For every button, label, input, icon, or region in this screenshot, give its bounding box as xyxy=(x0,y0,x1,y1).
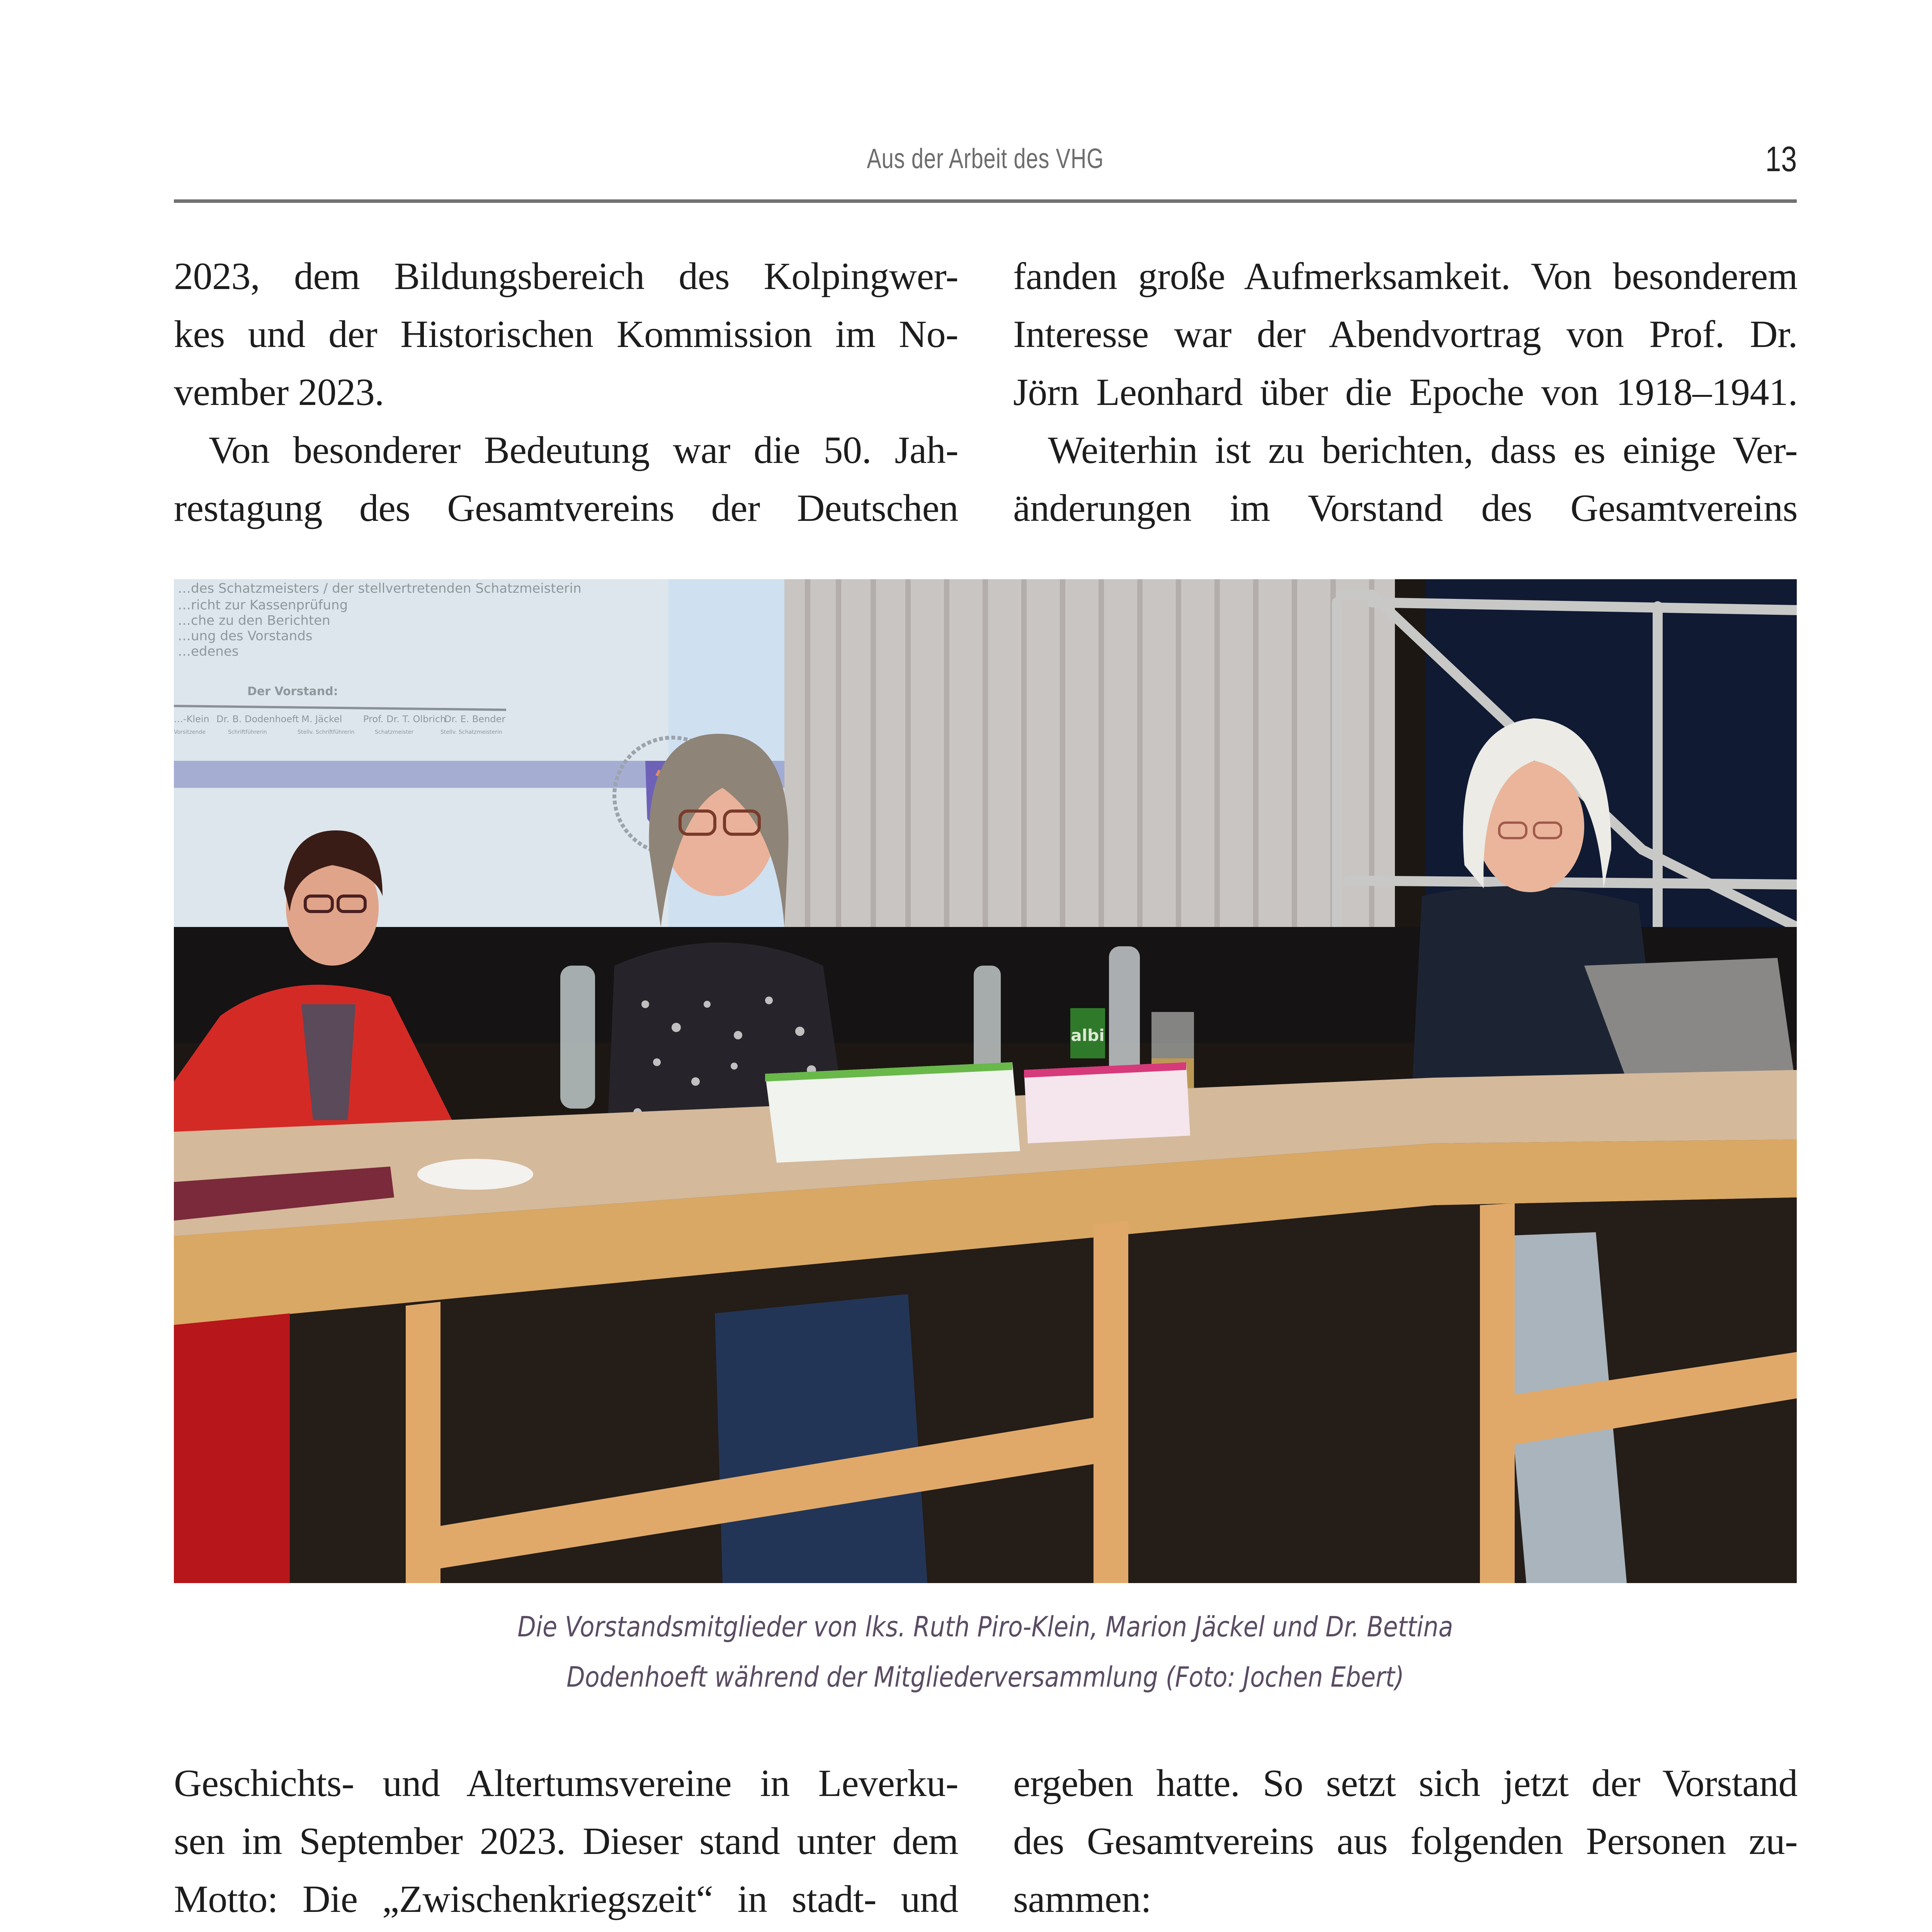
board-member-list xyxy=(1013,1928,1798,1932)
text-line: Geschichts- und Altertumsvereine in Leverku- xyxy=(174,1762,958,1804)
list-item xyxy=(1013,1928,1798,1932)
header-rule xyxy=(174,199,1797,203)
saucer xyxy=(417,1159,533,1190)
text-line: Interesse war der Abendvortrag von Prof. Dr. xyxy=(1013,313,1798,355)
text-line: Von besonderer Bedeutung war die 50. Jah- xyxy=(209,429,958,471)
page-number: 13 xyxy=(1765,139,1797,179)
photo xyxy=(174,579,1797,1583)
list-number xyxy=(1013,1928,1079,1932)
top-right-column xyxy=(1013,247,1798,537)
slide-role: Stellv. Schatzmeisterin xyxy=(440,729,502,735)
text-line: restagung des Gesamtvereins der Deutschen xyxy=(174,486,958,529)
table-apron-right xyxy=(1434,1139,1797,1205)
bottom-right-column xyxy=(1013,1754,1798,1932)
slide-role: Schatzmeister xyxy=(375,729,414,735)
slide-line: …che zu den Berichten xyxy=(178,613,330,628)
running-title: Aus der Arbeit des VHG xyxy=(867,143,1104,174)
text-line: kes und der Historischen Kommission im No- xyxy=(174,313,958,355)
running-head xyxy=(174,139,1797,182)
text-line: fanden große Aufmerksamkeit. Von besonderem xyxy=(1013,255,1798,298)
slide-role: Stellv. Schriftführerin xyxy=(298,729,355,735)
slide-name: Dr. B. Dodenhoeft xyxy=(216,714,299,724)
text-line xyxy=(174,1928,958,1932)
text-line: sammen: xyxy=(1013,1878,1151,1920)
text-line: änderungen im Vorstand des Gesamtvereins xyxy=(1013,486,1798,529)
text-line: vember 2023. xyxy=(174,371,384,413)
jeans xyxy=(715,1294,927,1583)
slide-line: …richt zur Kassenprüfung xyxy=(178,597,348,613)
slide-role: Schriftführerin xyxy=(228,729,267,735)
slide-role: Vorsitzende xyxy=(174,729,206,735)
text-line: Weiterhin ist zu berichten, dass es einige Ver- xyxy=(1048,429,1798,471)
slide-name: M. Jäckel xyxy=(301,714,342,724)
slide-line: …edenes xyxy=(178,644,239,659)
red-trousers xyxy=(174,1313,290,1583)
bottom-left-column xyxy=(174,1754,958,1932)
text-line: 2023, dem Bildungsbereich des Kolpingwer- xyxy=(174,255,958,298)
text-line: Jörn Leonhard über die Epoche von 1918–1941. xyxy=(1013,371,1798,413)
text-line: ergeben hatte. So setzt sich jetzt der Vorstand xyxy=(1013,1762,1798,1804)
photo-illustration xyxy=(174,579,1797,1583)
slide-name: Dr. E. Bender xyxy=(444,714,506,724)
bottle-label-text: albi xyxy=(1071,1026,1105,1045)
slide-line: …ung des Vorstands xyxy=(178,628,313,644)
text-line: sen im September 2023. Dieser stand unter dem xyxy=(174,1820,958,1862)
caption-line: Dodenhoeft während der Mitgliederversammlung (Foto: Jochen Ebert) xyxy=(566,1661,1404,1693)
photo-caption xyxy=(174,1602,1797,1702)
slide-heading: Der Vorstand: xyxy=(247,685,338,698)
text-line: des Gesamtvereins aus folgenden Personen zu- xyxy=(1013,1820,1798,1862)
top-left-column xyxy=(174,247,958,537)
slide-name: Prof. Dr. T. Olbrich xyxy=(363,714,446,724)
slide-name: …-Klein xyxy=(174,714,209,724)
slide-line: …des Schatzmeisters / der stellvertretenden Schatzmeisterin xyxy=(178,581,582,596)
text-line: Motto: Die „Zwischenkriegszeit“ in stadt- und xyxy=(174,1878,958,1920)
caption-line: Die Vorstandsmitglieder von lks. Ruth Piro-Klein, Marion Jäckel und Dr. Bettina xyxy=(517,1611,1453,1643)
